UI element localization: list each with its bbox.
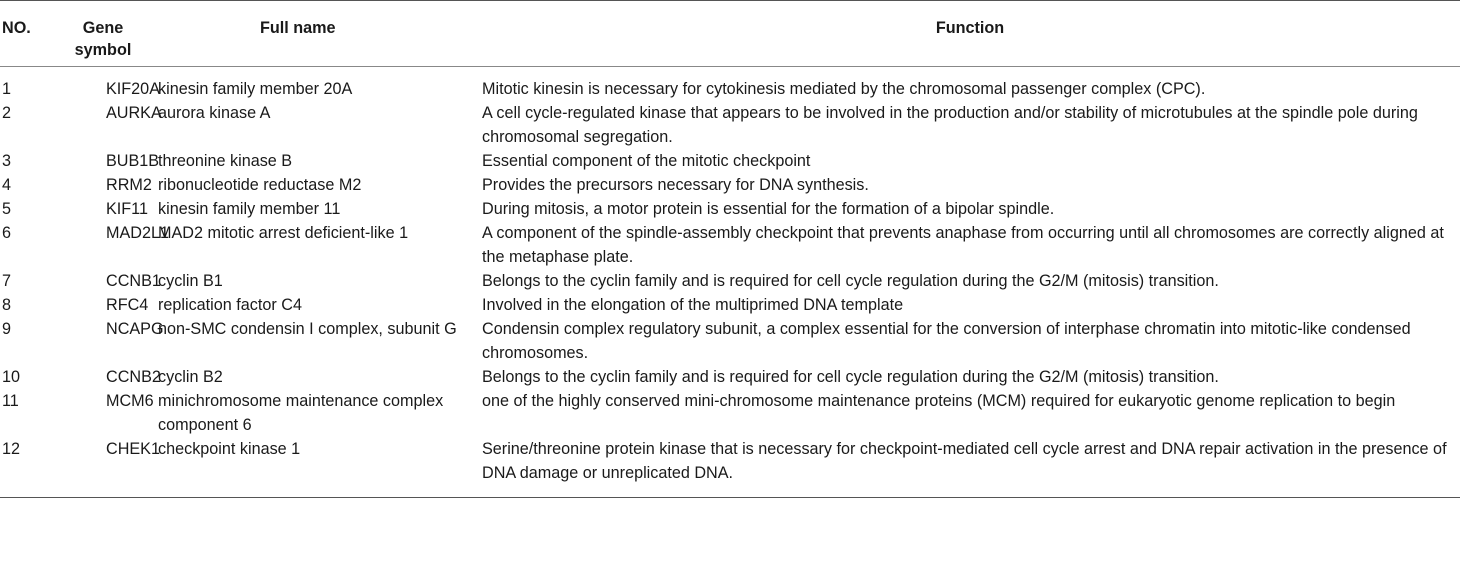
cell-full-name: kinesin family member 20A [158, 80, 353, 98]
cell-no: 12 [0, 437, 56, 498]
table-row [0, 173, 1460, 197]
cell-gene-symbol: RFC4 [106, 296, 149, 314]
cell-full-name: cyclin B2 [158, 368, 223, 386]
cell-no: 6 [2, 224, 12, 242]
cell-gene-symbol: MAD2L1 [106, 224, 169, 242]
cell-no: 8 [2, 296, 12, 314]
cell-full-name: threonine kinase B [158, 152, 293, 170]
table-row [0, 365, 1460, 389]
cell-full-name: cyclin B1 [158, 272, 223, 290]
table-row [0, 317, 1460, 365]
header-gene-symbol: Gene symbol [56, 1, 150, 67]
table-row [0, 197, 1460, 221]
cell-gene-symbol: RRM2 [106, 176, 152, 194]
cell-gene-symbol: CHEK1 [56, 437, 150, 498]
cell-function: Mitotic kinesin is necessary for cytokinesis mediated by the chromosomal passenger complex (CPC). [482, 80, 1206, 98]
cell-full-name: non-SMC condensin I complex, subunit G [158, 320, 457, 338]
cell-no: 1 [2, 80, 12, 98]
cell-gene-symbol: KIF20A [106, 80, 160, 98]
cell-gene-symbol: BUB1B [106, 152, 160, 170]
cell-function: Serine/threonine protein kinase that is necessary for checkpoint-mediated cell cycle arrest and DNA repair activation in the presence of DNA damage or unreplicated DNA. [480, 437, 1460, 498]
table-row [0, 293, 1460, 317]
table-row [0, 67, 1460, 102]
header-row [0, 1, 1460, 67]
table-row [0, 437, 1460, 498]
table-row [0, 101, 1460, 149]
cell-gene-symbol: CCNB2 [106, 368, 161, 386]
cell-gene-symbol: KIF11 [106, 200, 148, 218]
cell-function: A component of the spindle-assembly checkpoint that prevents anaphase from occurring until all chromosomes are correctly aligned at the metaphase plate. [482, 224, 1444, 266]
cell-function: Essential component of the mitotic checkpoint [482, 152, 811, 170]
cell-no: 10 [2, 368, 21, 386]
cell-function: Condensin complex regulatory subunit, a complex essential for the conversion of interphase chromatin into mitotic-like condensed chromosomes. [482, 320, 1411, 362]
cell-function: Provides the precursors necessary for DNA synthesis. [482, 176, 869, 194]
cell-no: 4 [2, 176, 12, 194]
cell-function: Belongs to the cyclin family and is required for cell cycle regulation during the G2/M (mitosis) transition. [482, 368, 1219, 386]
cell-gene-symbol: AURKA [106, 104, 162, 122]
cell-no: 7 [2, 272, 12, 290]
cell-no: 3 [2, 152, 12, 170]
cell-full-name: ribonucleotide reductase M2 [158, 176, 362, 194]
cell-full-name: MAD2 mitotic arrest deficient-like 1 [158, 224, 409, 242]
cell-full-name: kinesin family member 11 [158, 200, 341, 218]
cell-function: A cell cycle-regulated kinase that appears to be involved in the production and/or stability of microtubules at the spindle pole during chromosomal segregation. [482, 104, 1418, 146]
table-row [0, 269, 1460, 293]
cell-gene-symbol: CCNB1 [106, 272, 161, 290]
cell-no: 9 [2, 320, 12, 338]
cell-full-name: aurora kinase A [158, 104, 271, 122]
table-row [0, 221, 1460, 269]
cell-no: 11 [2, 392, 19, 410]
table-row [0, 149, 1460, 173]
cell-function: Belongs to the cyclin family and is required for cell cycle regulation during the G2/M (mitosis) transition. [482, 272, 1219, 290]
table-header [0, 1, 1460, 67]
cell-no: 2 [2, 104, 12, 122]
cell-no: 5 [2, 200, 12, 218]
table-row [0, 389, 1460, 437]
header-function: Function [480, 1, 1460, 67]
header-no: NO. [0, 1, 56, 67]
cell-full-name: minichromosome maintenance complex component 6 [158, 392, 444, 434]
cell-gene-symbol: MCM6 [106, 392, 154, 410]
cell-gene-symbol: NCAPG [106, 320, 164, 338]
cell-full-name: replication factor C4 [158, 296, 302, 314]
table-body [0, 67, 1460, 498]
header-full-name: Full name [150, 1, 480, 67]
cell-function: During mitosis, a motor protein is essential for the formation of a bipolar spindle. [482, 200, 1055, 218]
cell-function: Involved in the elongation of the multiprimed DNA template [482, 296, 904, 314]
cell-function: one of the highly conserved mini-chromosome maintenance proteins (MCM) required for eukaryotic genome replication to begin [482, 392, 1396, 410]
cell-full-name: checkpoint kinase 1 [150, 437, 480, 498]
